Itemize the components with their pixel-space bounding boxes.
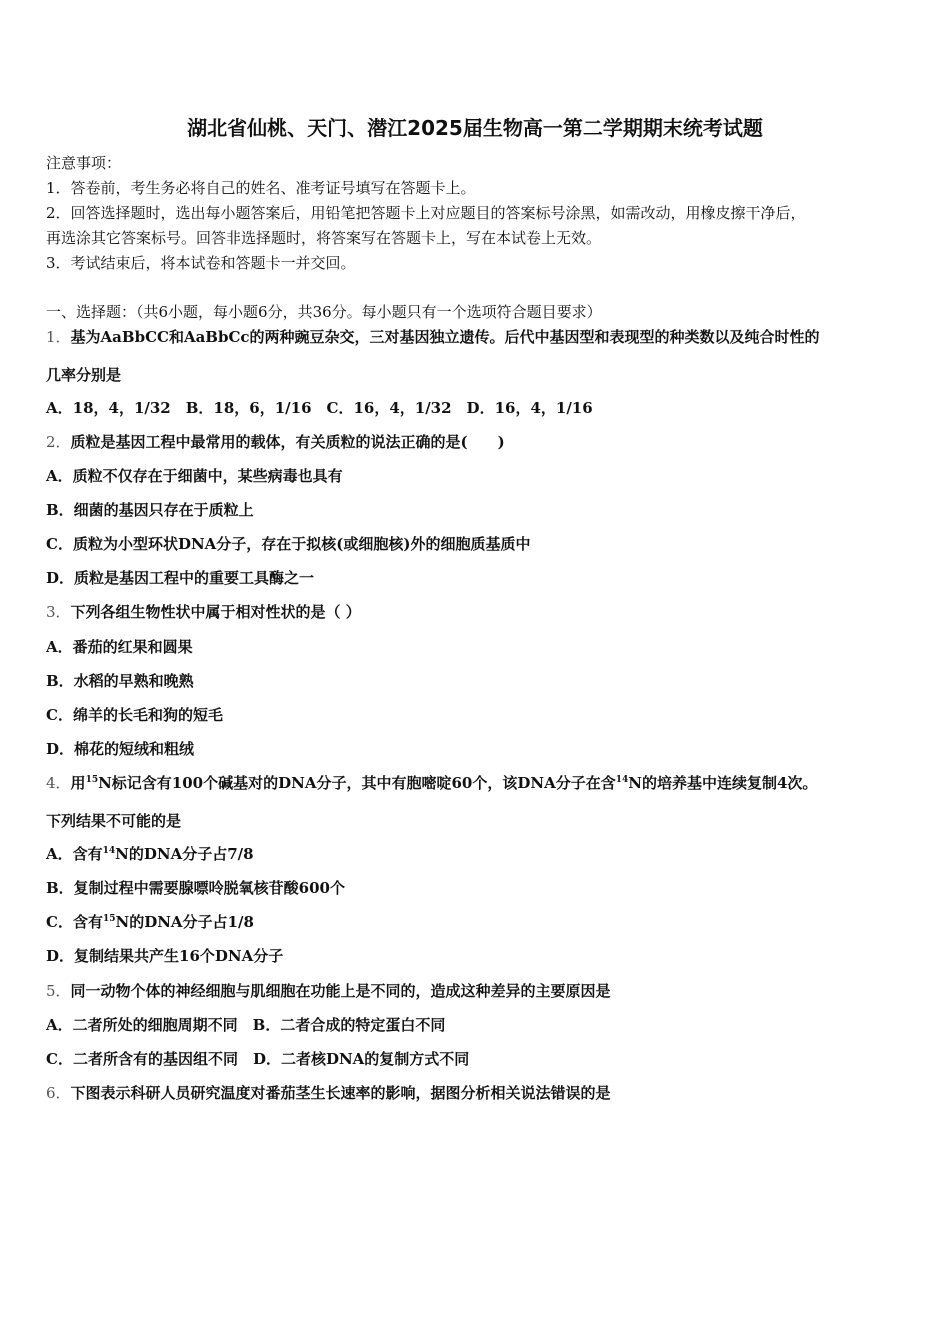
question-3-number: 3． bbox=[46, 603, 71, 621]
question-3-option-d: D．棉花的短绒和粗绒 bbox=[46, 740, 195, 758]
question-3-option-b: B．水稻的早熟和晚熟 bbox=[46, 672, 194, 690]
question-1-stem: 1．基为AaBbCC和AaBbCc的两种豌豆杂交，三对基因独立遗传。后代中基因型和表现型的种类数以及纯合时性的 bbox=[46, 328, 820, 346]
question-4-option-b: B．复制过程中需要腺嘌呤脱氧核苷酸600个 bbox=[46, 879, 345, 897]
question-3-stem: 3．下列各组生物性状中属于相对性状的是（ ） bbox=[46, 603, 361, 621]
question-5-options-cd: C．二者所含有的基因组不同 D．二者核DNA的复制方式不同 bbox=[46, 1050, 470, 1068]
question-6-number: 6． bbox=[46, 1084, 71, 1102]
question-2-option-b: B．细菌的基因只存在于质粒上 bbox=[46, 501, 254, 519]
notice-item-2: 2．回答选择题时，选出每小题答案后，用铅笔把答题卡上对应题目的答案标号涂黑，如需改动，用橡皮擦干净后， bbox=[46, 204, 806, 222]
page-title: 湖北省仙桃、天门、潜江2025届生物高一第二学期期末统考试题 bbox=[187, 116, 763, 140]
question-5-stem: 5．同一动物个体的神经细胞与肌细胞在功能上是不同的，造成这种差异的主要原因是 bbox=[46, 982, 611, 1000]
question-5-options-ab: A．二者所处的细胞周期不同 B．二者合成的特定蛋白不同 bbox=[46, 1016, 446, 1034]
question-5-number: 5． bbox=[46, 982, 71, 1000]
question-6-stem: 6．下图表示科研人员研究温度对番茄茎生长速率的影响，据图分析相关说法错误的是 bbox=[46, 1084, 611, 1102]
question-2-number: 2． bbox=[46, 433, 71, 451]
question-2-option-a: A．质粒不仅存在于细菌中，某些病毒也具有 bbox=[46, 467, 343, 485]
question-2-option-c: C．质粒为小型环状DNA分子，存在于拟核(或细胞核)外的细胞质基质中 bbox=[46, 535, 531, 553]
section-heading: 一、选择题：（共6小题，每小题6分，共36分。每小题只有一个选项符合题目要求） bbox=[46, 303, 602, 321]
question-1-options: A．18，4，1/32 B．18，6，1/16 C．16，4，1/32 D．16，4，1/16 bbox=[46, 399, 593, 417]
question-3-option-a: A．番茄的红果和圆果 bbox=[46, 638, 193, 656]
question-3-option-c: C．绵羊的长毛和狗的短毛 bbox=[46, 706, 223, 724]
question-4-stem-cont: 下列结果不可能的是 bbox=[46, 812, 182, 830]
notice-item-2-cont: 再选涂其它答案标号。回答非选择题时，将答案写在答题卡上，写在本试卷上无效。 bbox=[46, 229, 602, 247]
question-4-option-a: A．含有$^{14}$N的DNA分子占7/8 bbox=[46, 845, 254, 863]
question-2-stem: 2．质粒是基因工程中最常用的载体，有关质粒的说法正确的是( ) bbox=[46, 433, 505, 451]
notice-heading: 注意事项： bbox=[46, 154, 122, 172]
notice-item-3: 3．考试结束后，将本试卷和答题卡一并交回。 bbox=[46, 254, 356, 272]
notice-item-1: 1．答卷前，考生务必将自己的姓名、准考证号填写在答题卡上。 bbox=[46, 179, 476, 197]
question-4-option-d: D．复制结果共产生16个DNA分子 bbox=[46, 947, 284, 965]
question-4-stem: 4．用$^{15}$N标记含有100个碱基对的DNA分子，其中有胞嘧啶60个，该DNA分子在含$^{14}$N的培养基中连续复制4次。 bbox=[46, 774, 818, 792]
question-4-option-c: C．含有$^{15}$N的DNA分子占1/8 bbox=[46, 913, 254, 931]
question-1-number: 1． bbox=[46, 328, 71, 346]
question-4-number: 4． bbox=[46, 774, 71, 792]
question-2-option-d: D．质粒是基因工程中的重要工具酶之一 bbox=[46, 569, 315, 587]
question-1-stem-cont: 几率分别是 bbox=[46, 366, 122, 384]
